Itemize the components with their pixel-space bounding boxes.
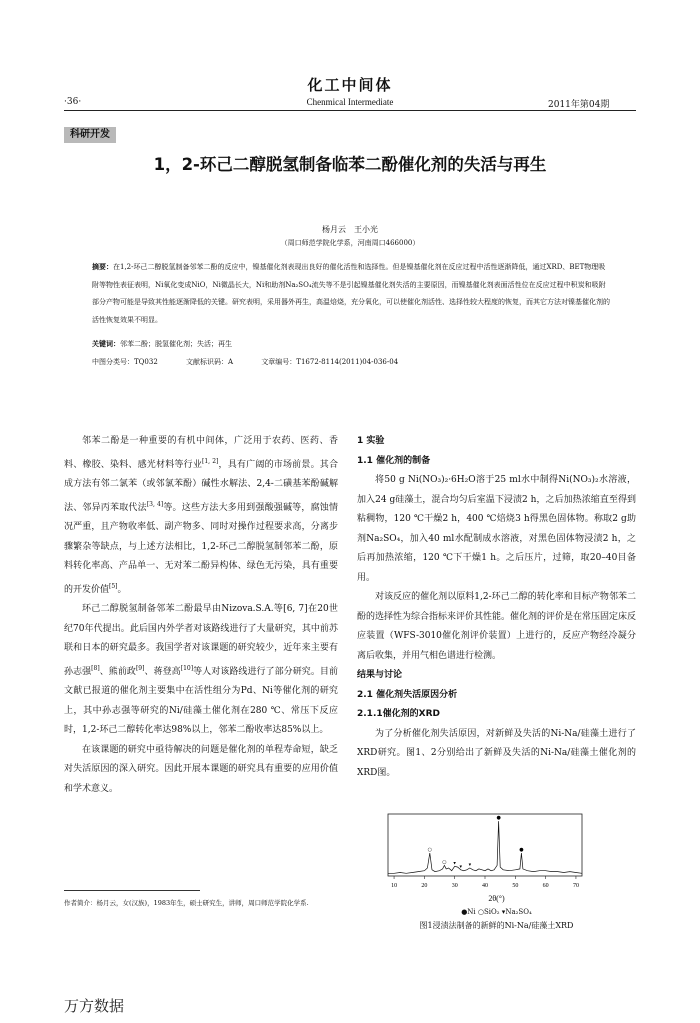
x-tick-label-10: 10 [391,883,398,889]
na2so4-marker-1: ▾ [459,863,463,870]
classification-row [92,357,424,367]
ni-marker-1: ● [519,846,524,853]
journal-english-name: Chenmical Intermediate [306,97,394,107]
x-tick-label-50: 50 [512,883,519,889]
paper-title: 1，2-环己二醇脱氢制备临苯二酚催化剂的失活与再生 [153,155,547,174]
x-tick-label-30: 30 [451,883,458,889]
authors: 杨月云 王小光 [322,225,378,234]
journal-title: 化工中间体 [307,76,393,94]
right-column [357,432,636,783]
x-tick-label-70: 70 [572,883,579,889]
sio2-marker-0: ○ [427,846,433,853]
na2so4-marker-2: ▾ [468,862,472,869]
na2so4-marker-0: ▾ [453,860,456,867]
keywords-label: 关键词： [92,339,120,348]
abstract [92,258,612,329]
heading-xrd: 2.1.1催化剂的XRD [357,709,440,719]
header-rule [64,110,636,111]
author-footnote: 作者简介：杨月云，女(汉族)，1983年生，硕士研究生，讲师，周口师范学院化学系. [64,899,309,907]
intro-paragraph-3: 在该课题的研究中亟待解决的问题是催化剂的单程寿命短，缺乏对失活原因的深入研究。因此开展本课题的研究具有重要的应用价值和学术意义。 [64,744,338,794]
article-number: 文章编号：T1672-8114(2011)04-036-04 [261,358,399,366]
intro-paragraph-1: 邻苯二酚是一种重要的有机中间体，广泛用于农药、医药、香料、橡胶、染料、感光材料等行业[1, 2]，具有广阔的市场前景。其合成方法有邻二氯苯（或邻氯苯酚）碱性水解法、2,4-二磺基苯酚碱解法、邻异丙苯取代法[3, 4]等。这些方法大多用到强酸强碱等，腐蚀情况严重，且产物收率低、副产物多、同时对操作过程要求高，分离步骤繁杂等缺点，与上述方法相比，1,2-环己二醇脱氢制邻苯二酚，原料转化率高、产品单一、无对苯二酚异构体、绿色无污染，具有重要的开发价值[5]。 [64,436,338,595]
figure-caption: 图1浸渍法制备的新鲜的Ni-Na/硅藻土XRD [419,921,574,930]
heading-deactivation: 2.1 催化剂失活原因分析 [357,689,458,700]
document-code: 文献标识码：A [186,358,234,366]
page-number: ·36· [64,97,82,107]
affiliation: （周口师范学院化学系，河南周口466000） [280,239,420,247]
abstract-text: 在1,2-环己二醇脱氢制备邻苯二酚的反应中，镍基催化剂表现出良好的催化活性和选择性。但是镍基催化剂在反应过程中活性逐渐降低，通过XRD、BET物理吸附等物性表征表明，Ni氧化变成NiO，Ni微晶长大，Ni和助剂Na₂SO₄流失等不是引起镍基催化剂失活的主要原因，而镍基催化剂表面活性位在反应过程中积炭和吸附部分产物可能是导致其性能逐渐降低的关键。研究表明，采用器外再生，高温焙烧，充分氧化，可以使催化剂活性、选择性较大程度的恢复，而其它方法对镍基催化剂的活性恢复效果不明显。 [92,263,610,324]
section-tag: 科研开发 [64,127,116,143]
left-column [64,432,338,799]
x-axis-label: 2θ(°) [488,894,505,903]
evaluation-paragraph: 对该反应的催化剂以原料1,2-环己二醇的转化率和目标产物邻苯二酚的选择性为综合指标来评价其性能。催化剂的评价是在常压固定床反应装置（WFS-3010催化剂评价装置）上进行的，反应产物经冷凝分离后收集，并用气相色谱进行检测。 [357,592,637,661]
xrd-series-line [388,821,582,873]
wanfang-watermark: 万方数据 [64,997,125,1015]
heading-catalyst-prep: 1.1 催化剂的制备 [357,455,431,466]
heading-results: 结果与讨论 [357,670,403,680]
plot-frame [388,814,582,876]
x-tick-label-40: 40 [482,883,488,889]
x-tick-label-60: 60 [542,883,549,889]
issue-label: 2011年第04期 [548,100,610,110]
x-tick-label-20: 20 [421,883,428,889]
keywords-text: 邻苯二酚；脱氢催化剂；失活；再生 [120,340,232,348]
intro-paragraph-2: 环己二醇脱氢制备邻苯二酚最早由Nizova.S.A.等[6, 7]在20世纪70年代提出。此后国内外学者对该路线进行了大量研究，其中前苏联和日本的研究最多。我国学者对该课题的研究较少，近年来主要有孙志强[8]、熊前政[9]、蒋登高[10]等人对该路线进行了部分研究。目前文献已报道的催化剂主要集中在活性组分为Pd、Ni等催化剂的研究上，其中孙志强等研究的Ni/硅藻土催化剂在280 ℃、常压下反应时，1,2-环己二醇转化率达98%以上，邻苯二酚收率达85%以上。 [64,604,338,735]
keywords [92,339,232,349]
clc-number: 中图分类号：TQ032 [92,358,158,366]
sio2-marker-1: ○ [442,859,447,866]
prep-paragraph: 将50 g Ni(NO₃)₂·6H₂O溶于25 ml水中制得Ni(NO₃)₂水溶液，加入24 g硅藻土，混合均匀后室温下浸渍2 h，之后加热浓缩直至得到粘稠物，120 ℃干燥2 h，400 ℃焙烧3 h得黑色固体物。称取2 g助剂Na₂SO₄，加入40 ml水配制成水溶液，对黑色固体物浸渍2 h，之后再加热浓缩，120 ℃下干燥1 h。之后压片，过筛，取20–40目备用。 [357,475,636,583]
xrd-chart [380,810,590,890]
xrd-paragraph: 为了分析催化剂失活原因，对新鲜及失活的Ni-Na/硅藻土进行了XRD研究。图1、2分别给出了新鲜及失活的Ni-Na/硅藻土催化剂的XRD图。 [357,728,636,778]
chart-legend: ●Ni ○SiO₂ ▾Na₂SO₄ [461,908,532,916]
footnote-rule [64,890,200,891]
heading-experiment: 1 实验 [357,436,385,446]
abstract-label: 摘要： [92,262,113,271]
ni-marker-0: ● [496,815,501,822]
